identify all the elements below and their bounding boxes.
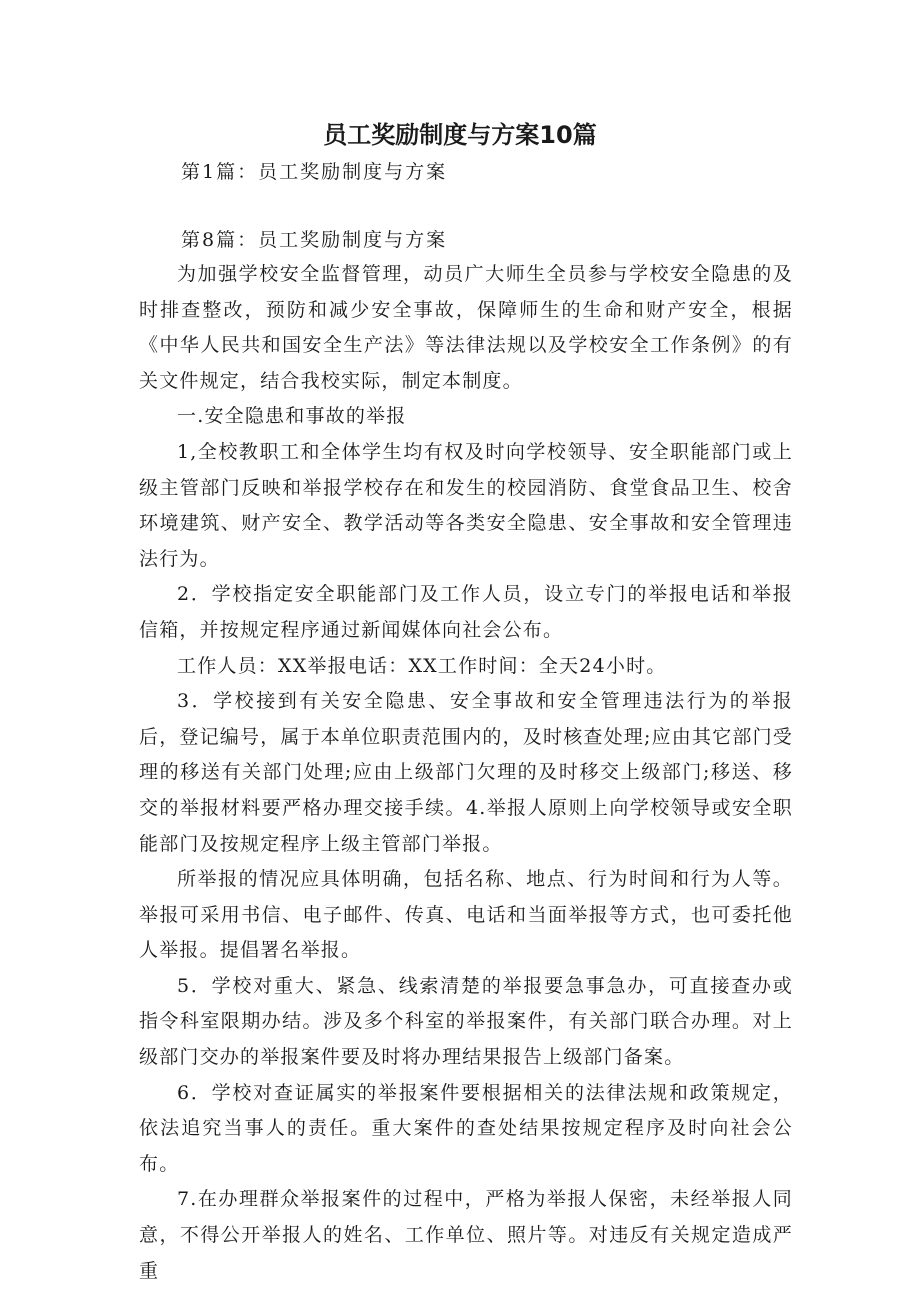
section-heading-reporting: 一.安全隐患和事故的举报 bbox=[177, 405, 407, 428]
chapter-1-heading: 第1篇：员工奖励制度与方案 bbox=[181, 161, 448, 183]
document-body bbox=[139, 257, 793, 1289]
paragraph-item-1: 1,全校教职工和全体学生均有权及时向学校领导、安全职能部门或上级主管部门反映和举报学校存在和发生的校园消防、食堂食品卫生、校舍环境建筑、财产安全、教学活动等各类安全隐患、安全事故和安全管理违法行为。 bbox=[139, 440, 793, 570]
paragraph-intro: 为加强学校安全监督管理，动员广大师生全员参与学校安全隐患的及时排查整改，预防和减少安全事故，保障师生的生命和财产安全，根据《中华人民共和国安全生产法》等法律法规以及学校安全工作条例》的有关文件规定，结合我校实际，制定本制度。 bbox=[139, 263, 793, 392]
paragraph-item-2: 2．学校指定安全职能部门及工作人员，设立专门的举报电话和举报信箱，并按规定程序通过新闻媒体向社会公布。 bbox=[139, 583, 793, 641]
paragraph-item-3-4: 3．学校接到有关安全隐患、安全事故和安全管理违法行为的举报后，登记编号，属于本单位职责范围内的，及时核查处理;应由其它部门受理的移送有关部门处理;应由上级部门欠理的及时移交上级部门;移送、移交的举报材料要严格办理交接手续。4.举报人原则上向学校领导或安全职能部门及按规定程序上级主管部门举报。 bbox=[139, 690, 794, 855]
paragraph-item-5: 5．学校对重大、紧急、线索清楚的举报要急事急办，可直接查办或指令科室限期办结。涉及多个科室的举报案件，有关部门联合办理。对上级部门交办的举报案件要及时将办理结果报告上级部门备案。 bbox=[139, 974, 793, 1069]
paragraph-item-6: 6．学校对查证属实的举报案件要根据相关的法律法规和政策规定，依法追究当事人的责任。重大案件的查处结果按规定程序及时向社会公布。 bbox=[139, 1081, 793, 1175]
paragraph-staff-contact: 工作人员：XX举报电话：XX工作时间：全天24小时。 bbox=[177, 654, 667, 677]
paragraph-report-details: 所举报的情况应具体明确，包括名称、地点、行为时间和行为人等。举报可采用书信、电子邮件、传真、电话和当面举报等方式，也可委托他人举报。提倡署名举报。 bbox=[139, 868, 793, 962]
paragraph-item-7: 7.在办理群众举报案件的过程中，严格为举报人保密，未经举报人同意，不得公开举报人的姓名、工作单位、照片等。对违反有关规定造成严重 bbox=[139, 1188, 793, 1282]
document-title: 员工奖励制度与方案10篇 bbox=[323, 121, 597, 149]
chapter-8-heading: 第8篇：员工奖励制度与方案 bbox=[181, 229, 448, 251]
